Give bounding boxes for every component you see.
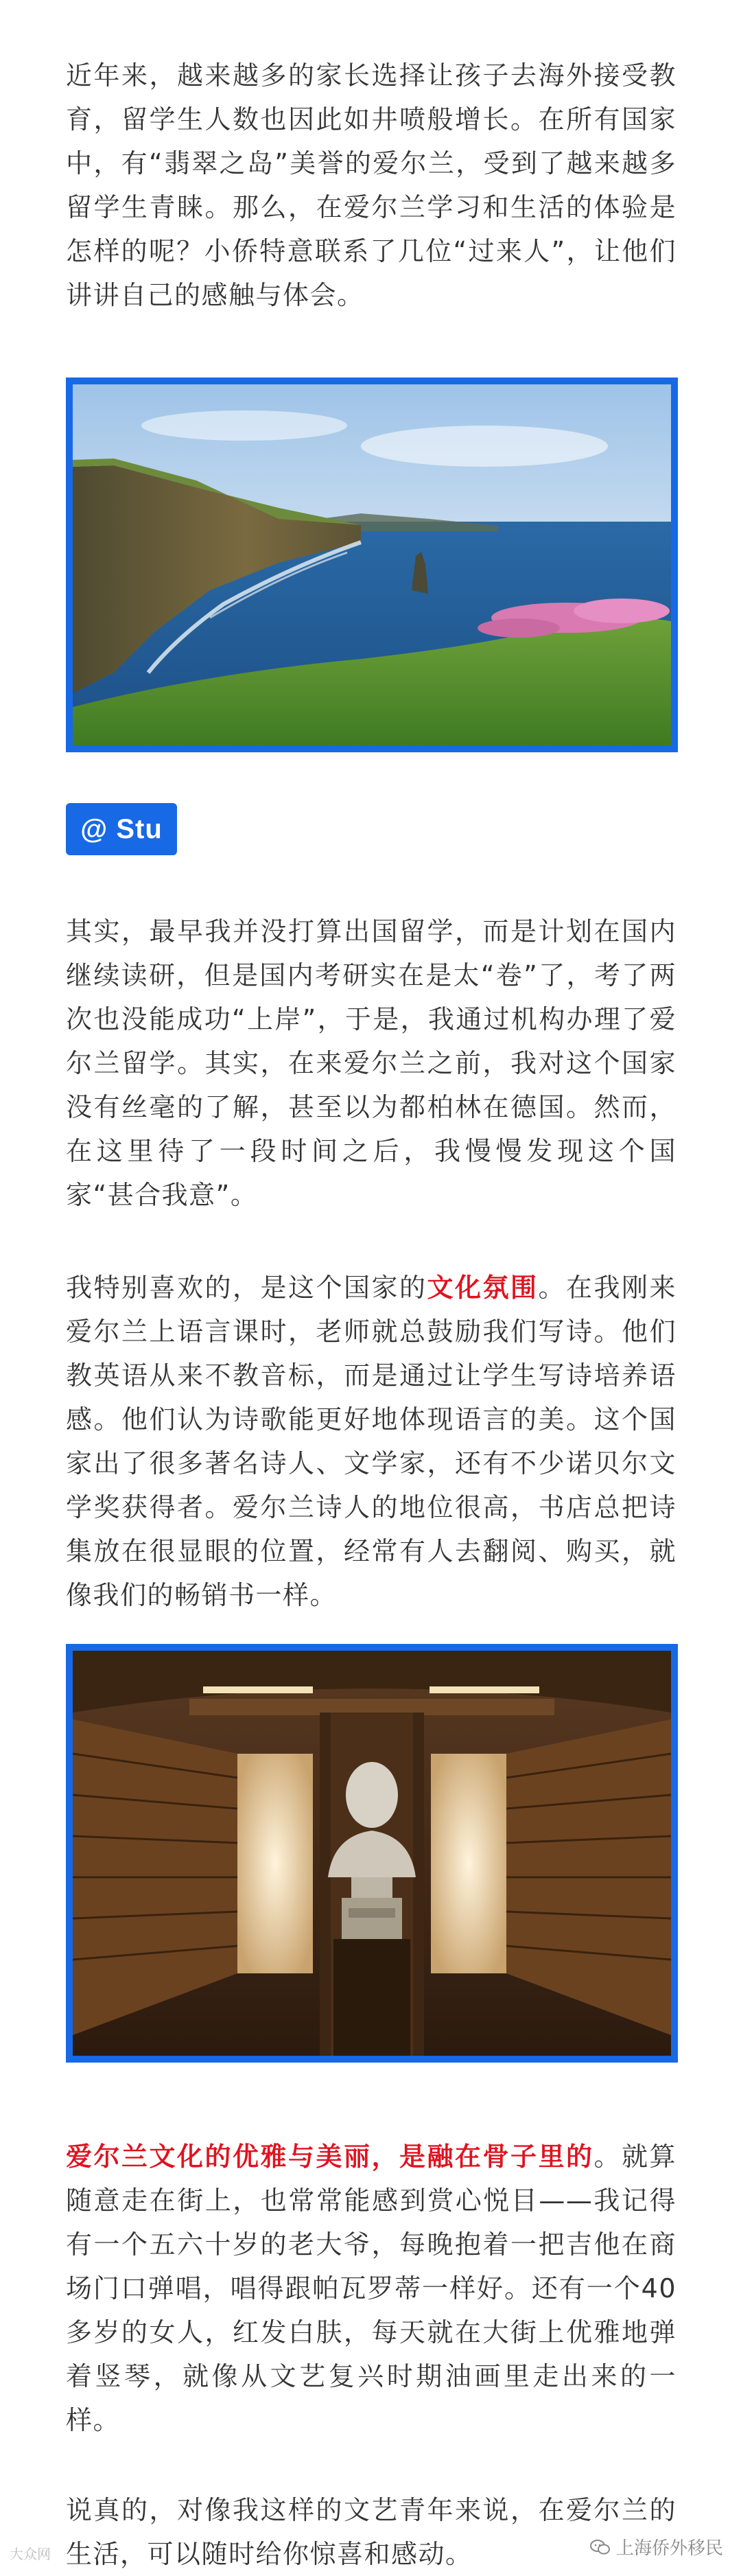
story-paragraph-2 — [66, 1266, 677, 1617]
library-photo — [66, 1644, 678, 2063]
highlight-text: 文化氛围 — [427, 1273, 539, 1303]
story-paragraph-4: 说真的，对像我这样的文艺青年来说，在爱尔兰的生活，可以随时给你惊喜和感动。 — [66, 2495, 677, 2569]
paragraph-text: 。就算随意走在街上，也常常能感到赏心悦目——我记得有一个五六十岁的老大爷，每晚抱着一把吉他在商场门口弹唱，唱得跟帕瓦罗蒂一样好。还有一个40多岁的女人，红发白肤，每天就在大街上优雅地弹着竖琴，就像从文艺复兴时期油画里走出来的一样。 — [66, 2142, 677, 2435]
coastal-cliffs-image — [73, 384, 671, 745]
story-paragraph-1: 其实，最早我并没打算出国留学，而是计划在国内继续读研，但是国内考研实在是太“卷”了，考了两次也没能成功“上岸”，于是，我通过机构办理了爱尔兰留学。其实，在来爱尔兰之前，我对这个国家没有丝毫的了解，甚至以为都柏林在德国。然而，在这里待了一段时间之后，我慢慢发现这个国家“甚合我意”。 — [66, 916, 677, 1210]
paragraph-text: 我特别喜欢的，是这个国家的 — [66, 1273, 427, 1303]
watermark-right — [590, 2534, 723, 2560]
paragraph-text: 。在我刚来爱尔兰上语言课时，老师就总鼓励我们写诗。他们教英语从来不教音标，而是通过让学生写诗培养语感。他们认为诗歌能更好地体现语言的美。这个国家出了很多著名诗人、文学家，还有不少诺贝尔文学奖获得者。爱尔兰诗人的地位很高，书店总把诗集放在很显眼的位置，经常有人去翻阅、购买，就像我们的畅销书一样。 — [66, 1273, 677, 1610]
intro-paragraph: 近年来，越来越多的家长选择让孩子去海外接受教育，留学生人数也因此如井喷般增长。在所有国家中，有“翡翠之岛”美誉的爱尔兰，受到了越来越多留学生青睐。那么，在爱尔兰学习和生活的体验是怎样的呢？小侨特意联系了几位“过来人”，让他们讲讲自己的感触与体会。 — [66, 60, 677, 310]
watermark-account-name: 上海侨外移民 — [615, 2538, 723, 2559]
wechat-icon — [590, 2539, 611, 2555]
library-bust-image — [73, 1651, 671, 2056]
highlight-text: 爱尔兰文化的优雅与美丽，是融在骨子里的 — [66, 2142, 594, 2172]
watermark-left: 大众网 — [10, 2546, 51, 2562]
cliffs-photo — [66, 378, 678, 752]
author-badge: @ Stu — [66, 803, 177, 855]
story-paragraph-3 — [66, 2135, 677, 2442]
